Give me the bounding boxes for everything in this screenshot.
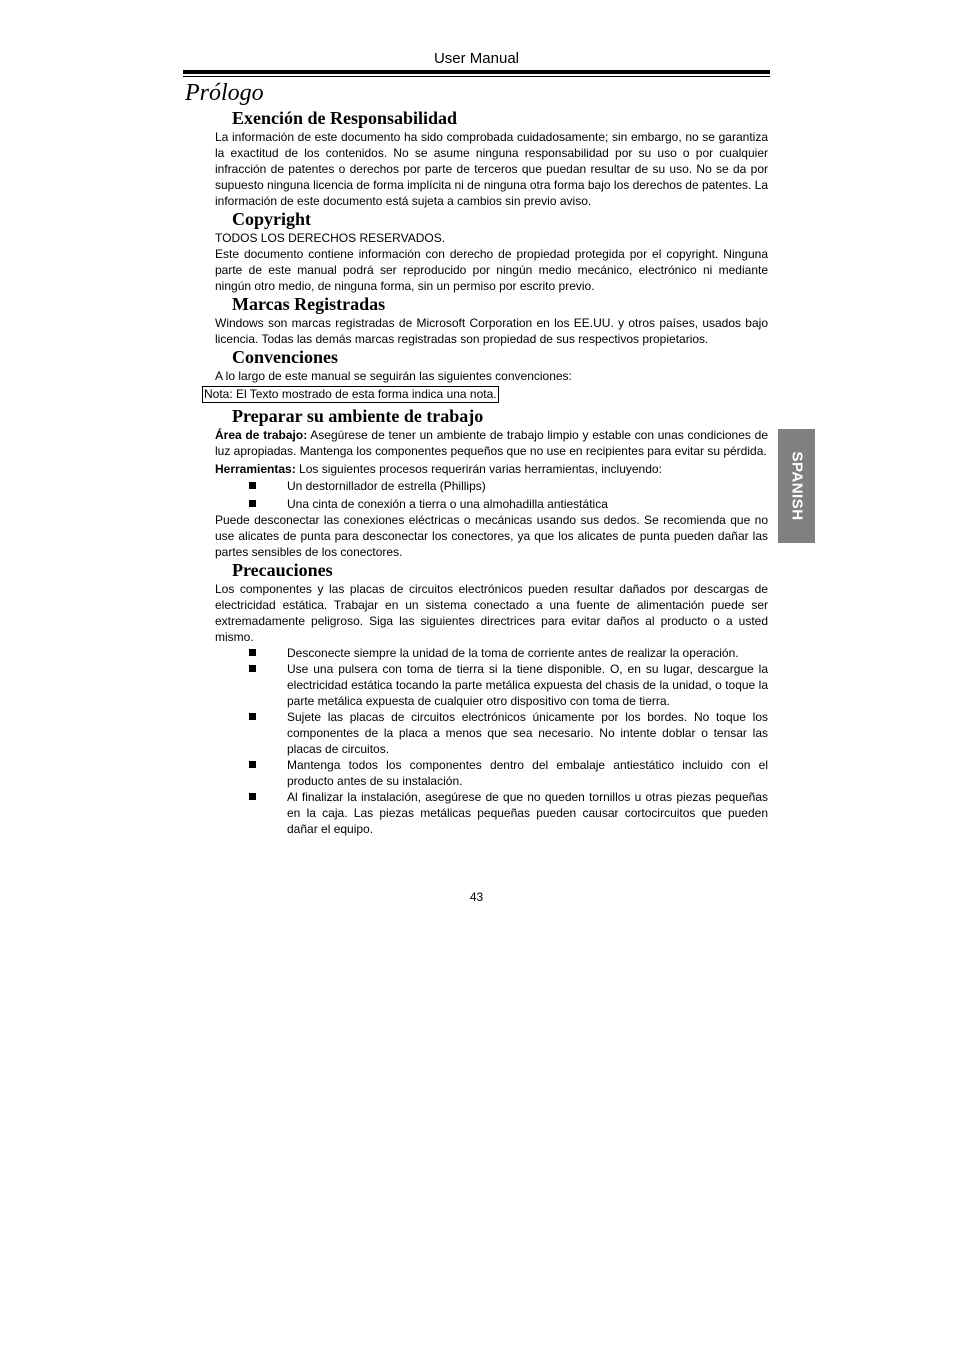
header-rule-thin [183, 76, 770, 77]
page-number: 43 [469, 890, 484, 904]
heading-conventions: Convenciones [232, 347, 339, 367]
list-item: Una cinta de conexión a tierra o una almohadilla antiestática [287, 496, 768, 512]
workspace-tools-label: Herramientas: [215, 462, 296, 476]
heading-copyright: Copyright [232, 209, 312, 229]
tools-list [215, 478, 768, 512]
conventions-text: A lo largo de este manual se seguirán las siguientes convenciones: [215, 369, 572, 383]
list-item: Use una pulsera con toma de tierra si la tiene disponible. O, en su lugar, descargue la electricidad estática tocando la parte metálica expuesta del chasis de la unidad, o toque la parte metálica expuesta de cualquier otro dispositivo con toma de tierra. [287, 661, 768, 709]
header-title: User Manual [433, 50, 520, 67]
heading-workspace: Preparar su ambiente de trabajo [232, 406, 484, 426]
note-example-box: Nota: El Texto mostrado de esta forma indica una nota. [204, 387, 497, 401]
bullet-square-icon [249, 761, 256, 768]
side-tab-label: SPANISH [788, 451, 805, 521]
precautions-list [215, 645, 768, 837]
bullet-square-icon [249, 665, 256, 672]
precautions-text: Los componentes y las placas de circuitos electrónicos pueden resultar dañados por descargas de electricidad estática. Trabajar en un sistema conectado a una fuente de alimentación puede ser extremadamente peligroso. Siga las siguientes directrices para evitar daños al producto o a usted mismo. [215, 582, 768, 644]
list-item: Al finalizar la instalación, asegúrese de que no queden tornillos u otras piezas pequeñas en la caja. Las piezas metálicas pequeñas pueden causar cortocircuitos que pueden dañar el equipo. [287, 789, 768, 837]
bullet-square-icon [249, 500, 256, 507]
language-side-tab [778, 429, 815, 543]
workspace-area-text: Asegúrese de tener un ambiente de trabajo limpio y estable con unas condiciones de luz apropiadas. Mantenga los componentes pequeños que no use en recipientes para evitar su pérdida. [215, 428, 769, 458]
trademarks-text: Windows son marcas registradas de Microsoft Corporation en los EE.UU. y otros países, usados bajo licencia. Todas las demás marcas registradas son propiedad de sus respectivos propietarios. [215, 316, 768, 346]
heading-trademarks: Marcas Registradas [232, 294, 386, 314]
copyright-text: Este documento contiene información con derecho de propiedad protegida por el copyright. Ninguna parte de este manual podrá ser reproducido por ningún medio mecánico, electrónico ni mediante ningún otro medio, de ninguna forma, sin un permiso por escrito previo. [215, 247, 768, 293]
copyright-rights: TODOS LOS DERECHOS RESERVADOS. [215, 231, 446, 245]
header-rule-thick [183, 70, 770, 74]
list-item: Sujete las placas de circuitos electrónicos únicamente por los bordes. No toque los componentes de la placa a menos que sea necesario. No intente doblar o tensar las placas de circuitos. [287, 709, 768, 757]
list-item: Desconecte siempre la unidad de la toma de corriente antes de realizar la operación. [287, 645, 768, 661]
list-item: Un destornillador de estrella (Phillips) [287, 478, 768, 494]
bullet-square-icon [249, 793, 256, 800]
workspace-tools-paragraph [215, 461, 768, 477]
heading-disclaimer: Exención de Responsabilidad [232, 108, 458, 128]
bullet-square-icon [249, 482, 256, 489]
bullet-square-icon [249, 649, 256, 656]
bullet-square-icon [249, 713, 256, 720]
list-item: Mantenga todos los componentes dentro del embalaje antiestático incluido con el producto antes de su instalación. [287, 757, 768, 789]
disclaimer-text: La información de este documento ha sido comprobada cuidadosamente; sin embargo, no se garantiza la exactitud de los contenidos. No se asume ninguna responsabilidad por su uso o por cualquier infracción de patentes o derechos por parte de terceros que puedan resultar de su uso. No se da por supuesto ninguna licencia de forma implícita ni de ninguna otra forma bajo los derechos de patentes. La información de este documento está sujeta a cambios sin previo aviso. [215, 130, 769, 208]
workspace-tools-text: Los siguientes procesos requerirán varias herramientas, incluyendo: [295, 462, 662, 476]
page-title: Prólogo [185, 80, 264, 106]
workspace-closing-text: Puede desconectar las conexiones eléctricas o mecánicas usando sus dedos. Se recomienda que no use alicates de punta para desconectar los conectores, ya que los alicates de punta pueden dañar las partes sensibles de los conectores. [215, 513, 768, 559]
heading-precautions: Precauciones [232, 560, 333, 580]
workspace-area-label: Área de trabajo: [215, 428, 308, 442]
workspace-area-paragraph [215, 427, 768, 459]
page-content [204, 108, 769, 837]
